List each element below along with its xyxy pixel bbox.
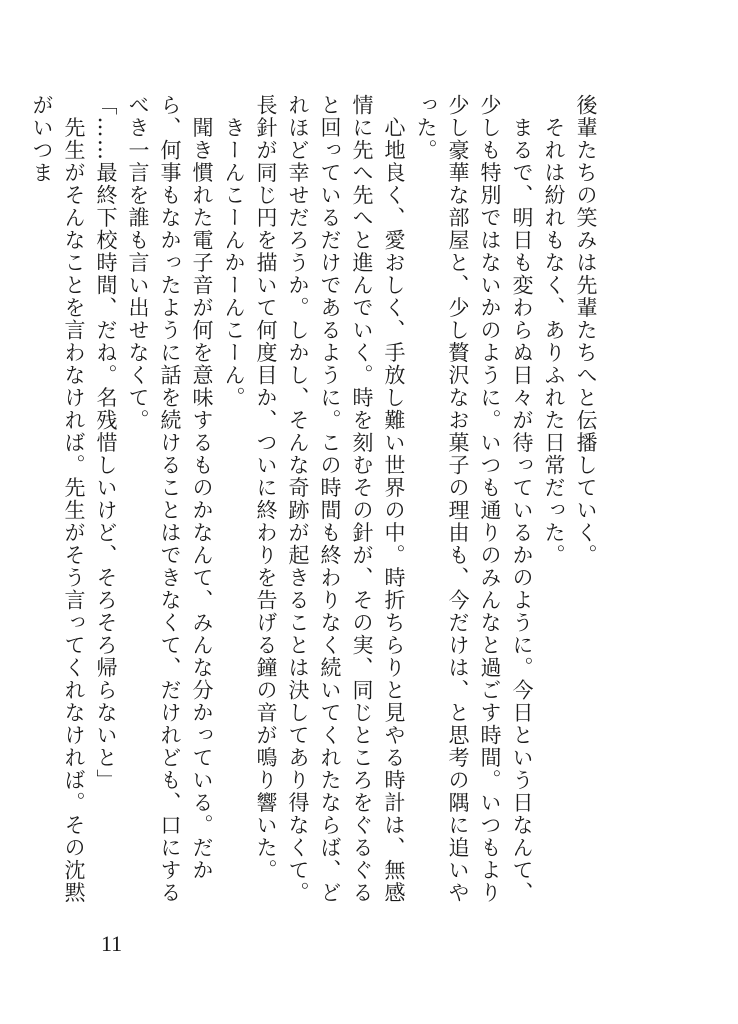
dialogue-paragraph: 「……最終下校時間、だね。名残惜しいけど、そろそろ帰らないと」	[94, 94, 118, 792]
paragraph: 後輩たちの笑みは先輩たちへと伝播していく。	[574, 94, 598, 567]
paragraph: それは紛れもなく、ありふれた日常だった。	[542, 94, 566, 567]
paragraph: 先生がそんなことを言わなければ。先生がそう言ってくれなければ。その沈黙がいつま	[30, 94, 86, 904]
vertical-text-block	[26, 94, 602, 914]
paragraph: 心地良く、愛おしく、手放し難い世界の中。時折ちらりと見やる時計は、無感情に先へ先へと進んでいく。時を刻むその針が、その実、同じところをぐるぐると回っているだけであるように。この時間も終わりなく続いてくれたならば、どれほど幸せだろうか。しかし、そんな奇跡が起きることは決してあり得なくて。長針が同じ円を描いて何度目か、ついに終わりを告げる鐘の音が鳴り響いた。	[254, 94, 406, 904]
page-number: 11	[101, 931, 123, 956]
paragraph: きーんこーんかーんこーん。	[222, 94, 246, 409]
paragraph: まるで、明日も変わらぬ日々が待っているかのように。今日という日なんて、少しも特別ではないかのように。いつも通りのみんなと過ごす時間。いつもより少し豪華な部屋と、少し贅沢なお菓子の理由も、今だけは、と思考の隅に追いやった。	[414, 94, 534, 904]
paragraph: 聞き慣れた電子音が何を意味するものかなんて、みんな分かっている。だから、何事もなかったように話を続けることはできなくて、だけれども、口にするべき一言を誰も言い出せなくて。	[126, 94, 214, 904]
